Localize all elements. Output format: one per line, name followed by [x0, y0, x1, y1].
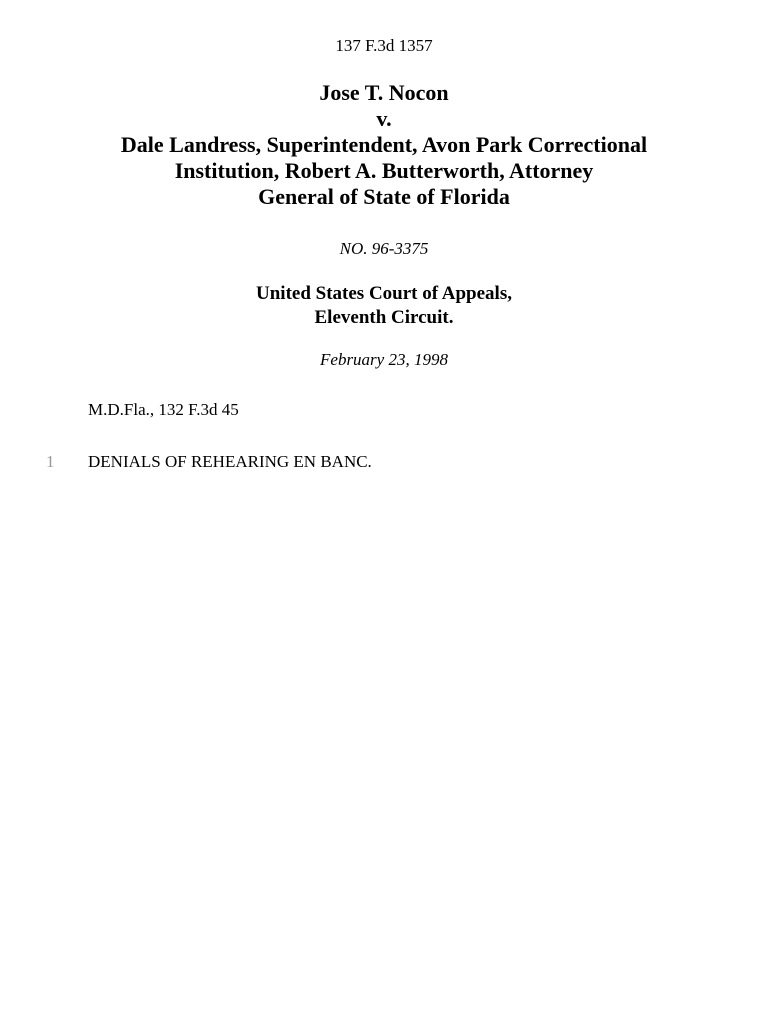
respondents-line-1: Dale Landress, Superintendent, Avon Park Correctional [120, 132, 648, 157]
case-caption [0, 80, 768, 210]
respondents-line-3: General of State of Florida [258, 184, 510, 209]
court-name [0, 282, 768, 330]
respondents-line-2: Institution, Robert A. Butterworth, Attorney [174, 158, 594, 183]
paragraph-text: DENIALS OF REHEARING EN BANC. [88, 452, 372, 471]
petitioner-name: Jose T. Nocon [319, 80, 449, 105]
court-name-line-1: United States Court of Appeals, [256, 283, 512, 304]
paragraph-number: 1 [46, 452, 55, 471]
court-name-line-2: Eleventh Circuit. [314, 307, 454, 328]
versus-label: v. [376, 106, 392, 131]
prior-history: M.D.Fla., 132 F.3d 45 [88, 400, 239, 419]
decision-date: February 23, 1998 [320, 350, 448, 369]
docket-number: NO. 96-3375 [339, 239, 429, 258]
case-citation: 137 F.3d 1357 [335, 36, 433, 55]
